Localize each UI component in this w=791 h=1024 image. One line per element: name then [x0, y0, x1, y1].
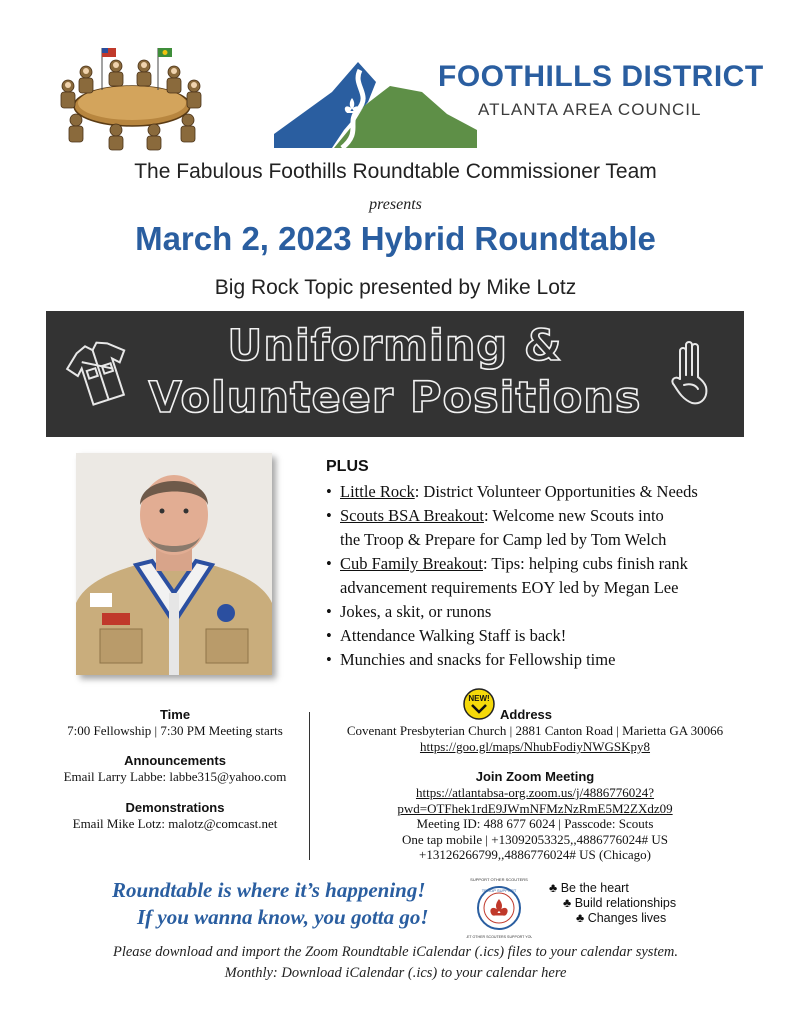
list-item-text: Attendance Walking Staff is back!	[340, 626, 567, 645]
district-name: FOOTHILLS DISTRICT	[438, 60, 764, 93]
banner-line-1: Uniforming &	[227, 321, 563, 371]
demonstrations-heading: Demonstrations	[125, 800, 225, 815]
seal-ring-text: TROOP SUPPORT	[481, 888, 517, 893]
roundtable-illustration	[46, 40, 216, 152]
bullet: •	[326, 482, 332, 501]
list-item	[324, 504, 754, 552]
list-item	[324, 624, 754, 648]
list-item-text: : Welcome new Scouts into	[483, 506, 664, 525]
list-item	[324, 480, 754, 504]
time-text: 7:00 Fellowship | 7:30 PM Meeting starts	[67, 723, 283, 738]
little-rock-link[interactable]: Little Rock	[340, 482, 415, 501]
team-line: The Fabulous Foothills Roundtable Commissioner Team	[134, 160, 657, 183]
bullet: •	[326, 554, 332, 573]
zoom-link-line-2[interactable]: pwd=OTFhek1rdE9JWmNFMzNzRmE5M2ZXdz09	[397, 801, 673, 816]
list-item-text: Munchies and snacks for Fellowship time	[340, 650, 616, 669]
motto-line-3	[576, 911, 666, 925]
club-icon: ♣	[549, 881, 558, 895]
seal-top-text: SUPPORT OTHER SCOUTERS	[470, 877, 528, 882]
motto-text: Changes lives	[587, 911, 667, 925]
one-tap-line-1: One tap mobile | +13092053325,,4886776024# US	[402, 832, 668, 847]
demonstrations-text: Email Mike Lotz: malotz@comcast.net	[72, 816, 278, 831]
motto-line-1	[549, 881, 629, 895]
list-item-continuation: advancement requirements EOY led by Megan Lee	[340, 578, 679, 597]
seal-bottom-text: LET OTHER SCOUTERS SUPPORT YOU	[466, 935, 532, 939]
council-name: ATLANTA AREA COUNCIL	[478, 100, 702, 119]
meeting-id: Meeting ID: 488 677 6024 | Passcode: Scouts	[416, 816, 654, 831]
bullet: •	[326, 602, 332, 621]
troop-support-seal	[466, 876, 532, 942]
scout-sign-hand-icon	[666, 339, 716, 411]
list-item-text: : Tips: helping cubs finish rank	[483, 554, 688, 573]
announcements-text: Email Larry Labbe: labbe315@yahoo.com	[63, 769, 287, 784]
club-icon: ♣	[576, 911, 585, 925]
one-tap-line-2: +13126266799,,4886776024# US (Chicago)	[419, 847, 651, 862]
zoom-heading: Join Zoom Meeting	[475, 769, 595, 784]
list-item	[324, 600, 754, 624]
plus-heading: PLUS	[326, 458, 369, 475]
new-badge	[463, 688, 495, 720]
footer-calendar-link[interactable]: Monthly: Download iCalendar (.ics) to your calendar here	[224, 965, 567, 981]
scouts-bsa-breakout-link[interactable]: Scouts BSA Breakout	[340, 506, 484, 525]
list-item	[324, 648, 754, 672]
tagline-line-2: If you wanna know, you gotta go!	[137, 905, 429, 929]
time-heading: Time	[159, 707, 191, 722]
bullet: •	[326, 650, 332, 669]
event-title: March 2, 2023 Hybrid Roundtable	[135, 220, 656, 257]
bullet: •	[326, 506, 332, 525]
topic-line: Big Rock Topic presented by Mike Lotz	[214, 276, 577, 299]
new-badge-label: NEW!	[468, 694, 490, 703]
zoom-link-line-1[interactable]: https://atlantabsa-org.zoom.us/j/4886776024?	[415, 785, 655, 800]
map-link[interactable]: https://goo.gl/maps/NhubFodiyNWGSKpy8	[419, 739, 651, 754]
list-item-text: : District Volunteer Opportunities & Needs	[414, 482, 698, 501]
bullet: •	[326, 626, 332, 645]
tagline-line-1: Roundtable is where it’s happening!	[112, 878, 426, 902]
presenter-photo	[76, 453, 272, 675]
motto-text: Build relationships	[574, 896, 677, 910]
address-text: Covenant Presbyterian Church | 2881 Canton Road | Marietta GA 30066	[346, 723, 724, 738]
list-item-continuation: the Troop & Prepare for Camp led by Tom Welch	[340, 530, 667, 549]
motto-text: Be the heart	[560, 881, 629, 895]
cub-family-breakout-link[interactable]: Cub Family Breakout	[340, 554, 483, 573]
presents-line: presents	[369, 196, 422, 213]
list-item-text: Jokes, a skit, or runons	[340, 602, 492, 621]
list-item	[324, 552, 754, 600]
plus-list	[324, 480, 754, 672]
topic-banner	[46, 311, 744, 437]
motto-line-2	[563, 896, 676, 910]
footer-line-1: Please download and import the Zoom Roundtable iCalendar (.ics) files to your calendar system.	[112, 944, 679, 960]
banner-line-2: Volunteer Positions	[148, 373, 642, 423]
address-heading: Address	[500, 707, 553, 722]
announcements-heading: Announcements	[124, 753, 226, 768]
club-icon: ♣	[563, 896, 572, 910]
